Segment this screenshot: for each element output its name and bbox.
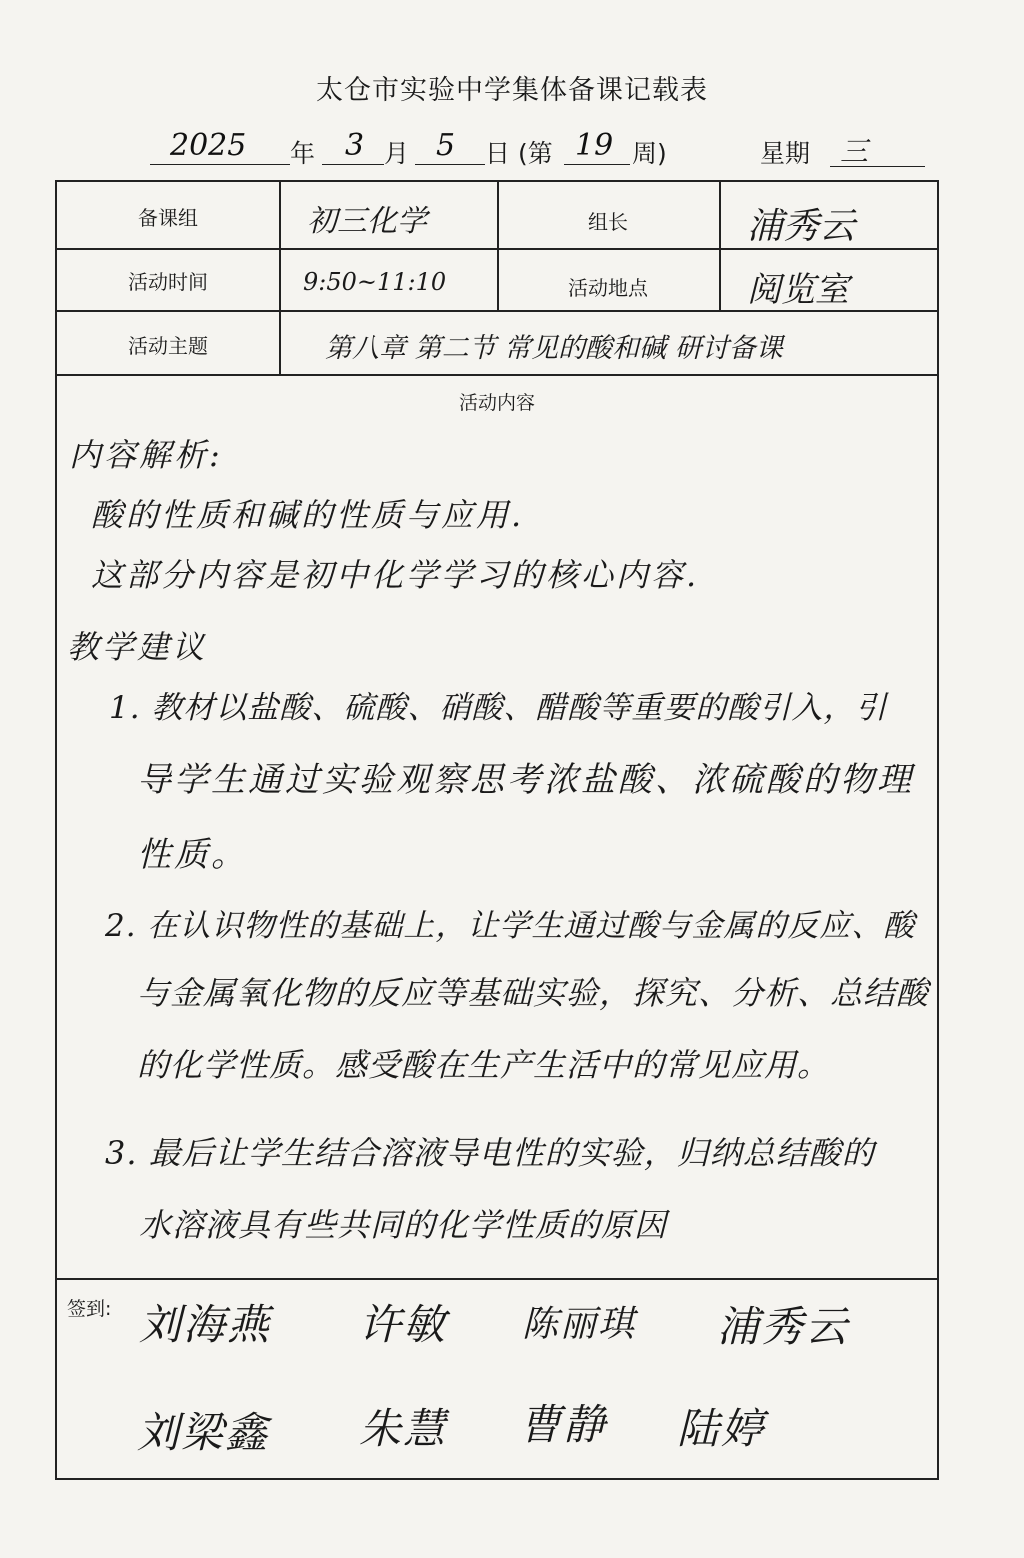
content-line: 2. 在认识物性的基础上，让学生通过酸与金属的反应、酸: [105, 908, 916, 944]
content-line: 教学建议: [67, 628, 208, 666]
content-line: 酸的性质和碱的性质与应用.: [91, 496, 525, 534]
topic-value: 第八章 第二节 常见的酸和碱 研讨备课: [325, 333, 783, 364]
signature: 陆婷: [677, 1404, 766, 1453]
signature: 刘海燕: [139, 1300, 272, 1349]
signature: 刘梁鑫: [137, 1408, 270, 1457]
weekday-value: 三: [840, 135, 869, 168]
week-prefix: (第: [518, 139, 553, 168]
weekday-label: 星期: [760, 139, 811, 168]
leader-label: 组长: [588, 210, 628, 234]
month-label: 月: [384, 139, 410, 168]
signature: 曹静: [519, 1400, 608, 1449]
signature: 朱慧: [359, 1404, 448, 1453]
form-title: 太仓市实验中学集体备课记载表: [316, 75, 708, 106]
day-label: 日: [485, 139, 511, 168]
signature: 陈丽琪: [522, 1304, 637, 1345]
signature: 许敏: [359, 1300, 448, 1349]
time-value: 9:50~11:10: [303, 268, 447, 296]
date-line: [140, 124, 940, 170]
content-line: 的化学性质。感受酸在生产生活中的常见应用。: [137, 1046, 831, 1084]
content-line: 性质。: [137, 835, 248, 875]
content-line: 1. 教材以盐酸、硫酸、硝酸、醋酸等重要的酸引入，引: [109, 690, 888, 726]
year-value: 2025: [170, 128, 247, 163]
location-value: 阅览室: [747, 270, 849, 310]
group-value: 初三化学: [307, 204, 427, 239]
week-value: 19: [575, 128, 614, 163]
week-suffix: 周): [632, 139, 667, 168]
content-line: 内容解析:: [69, 436, 223, 474]
content-line: 水溶液具有些共同的化学性质的原因: [139, 1206, 668, 1244]
record-table: [55, 180, 939, 1480]
content-line: 3. 最后让学生结合溶液导电性的实验，归纳总结酸的: [105, 1134, 875, 1172]
sign-in-label: 签到:: [67, 1298, 112, 1320]
content-line: 导学生通过实验观察思考浓盐酸、浓硫酸的物理: [137, 760, 914, 800]
leader-value: 浦秀云: [747, 206, 856, 247]
content-title: 活动内容: [458, 392, 535, 414]
topic-label: 活动主题: [128, 334, 208, 358]
day-value: 5: [436, 128, 456, 163]
time-label: 活动时间: [128, 270, 208, 294]
group-label: 备课组: [138, 206, 198, 230]
year-label: 年: [290, 139, 316, 168]
content-line: 与金属氧化物的反应等基础实验，探究、分析、总结酸: [137, 974, 930, 1012]
month-value: 3: [345, 128, 365, 163]
signature: 浦秀云: [717, 1302, 850, 1351]
location-label: 活动地点: [568, 276, 648, 300]
content-line: 这部分内容是初中化学学习的核心内容.: [91, 556, 700, 594]
